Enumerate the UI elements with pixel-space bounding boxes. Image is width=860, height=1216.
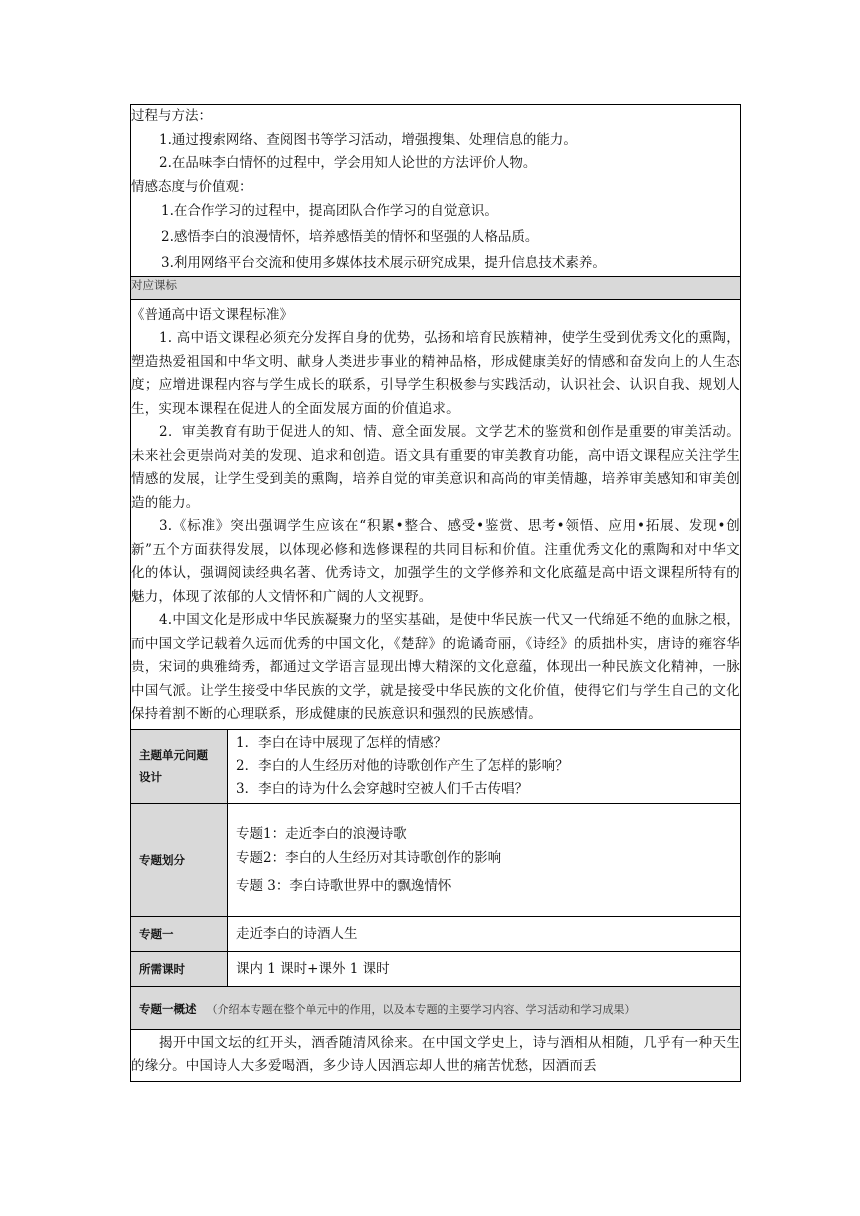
process-method-heading: 过程与方法： [131, 108, 212, 124]
unit-questions-label: 主题单元问题设计 [131, 729, 228, 803]
emotion-attitude-item: 1.在合作学习的过程中，提高团队合作学习的自觉意识。 [161, 203, 498, 219]
topics-label: 专题划分 [131, 803, 228, 916]
standards-paragraph: 2．审美教育有助于促进人的知、情、意全面发展。文学艺术的鉴赏和创作是重要的审美活动。未来社会更崇尚对美的发现、追求和创造。语文具有重要的审美教育功能，高中语文课程应关注学生情感的发展，让学生受到美的熏陶，培养自觉的审美意识和高尚的审美情趣，培养审美感知和审美创造的能力。 [131, 424, 740, 511]
topic-item: 专题1：走近李白的浪漫诗歌 [236, 825, 407, 842]
lesson-plan-table [130, 104, 741, 1082]
standards-paragraph: 1. 高中语文课程必须充分发挥自身的优势，弘扬和培育民族精神，使学生受到优秀文化的熏陶，塑造热爱祖国和中华文明、献身人类进步事业的精神品格，形成健康美好的情感和奋发向上的人生态度；应增进课程内容与学生成长的联系，引导学生积极参与实践活动，认识社会、认识自我、规划人生，实现本课程在促进人的全面发展方面的价值追求。 [131, 330, 740, 417]
unit-questions-row [131, 729, 741, 803]
hours-value: 课内 1 课时+课外 1 课时 [228, 951, 741, 986]
objectives-cell [131, 105, 741, 277]
hours-label: 所需课时 [131, 951, 228, 986]
emotion-attitude-item: 2.感悟李白的浪漫情怀，培养感悟美的情怀和坚强的人格品质。 [161, 228, 539, 245]
overview-label: 专题一概述 [139, 1002, 197, 1016]
unit-questions-content [228, 729, 741, 803]
objectives-row [131, 105, 741, 277]
topic-item: 专题 3：李白诗歌世界中的飘逸情怀 [236, 877, 452, 894]
topics-row [131, 803, 741, 916]
overview-text-row [131, 1029, 741, 1081]
topic-one-label: 专题一 [131, 916, 228, 951]
process-method-item: 1.通过搜索网络、查阅图书等学习活动，增强搜集、处理信息的能力。 [159, 131, 577, 148]
process-method-item: 2.在品味李白情怀的过程中，学会用知人论世的方法评价人物。 [159, 155, 537, 171]
overview-header-row [131, 986, 741, 1029]
unit-question: 1．李白在诗中展现了怎样的情感？ [236, 734, 448, 751]
overview-header [131, 986, 741, 1029]
standards-title: 《普通高中语文课程标准》 [131, 306, 293, 323]
topics-content [228, 803, 741, 916]
standards-header-row [131, 276, 741, 299]
overview-note: （介绍本专题在整个单元中的作用，以及本专题的主要学习内容、学习活动和学习成果） [206, 1003, 636, 1016]
topic-one-value: 走近李白的诗酒人生 [228, 916, 741, 951]
emotion-attitude-heading: 情感态度与价值观： [131, 178, 253, 195]
standards-content [131, 299, 741, 729]
topic-one-row [131, 916, 741, 951]
unit-question: 3．李白的诗为什么会穿越时空被人们千古传唱？ [236, 780, 529, 797]
emotion-attitude-item: 3.利用网络平台交流和使用多媒体技术展示研究成果，提升信息技术素养。 [161, 255, 606, 271]
standards-paragraph: 3.《标准》突出强调学生应该在“积累•整合、感受•鉴赏、思考•领悟、应用•拓展、发现•创新”五个方面获得发展，以体现必修和选修课程的共同目标和价值。注重优秀文化的熏陶和对中华文化的体认，强调阅读经典名著、优秀诗文，加强学生的文学修养和文化底蕴是高中语文课程所特有的魅力，体现了浓郁的人文情怀和广阔的人文视野。 [131, 518, 740, 605]
unit-question: 2．李白的人生经历对他的诗歌创作产生了怎样的影响？ [236, 757, 569, 774]
hours-row [131, 951, 741, 986]
standards-paragraph: 4.中国文化是形成中华民族凝聚力的坚实基础，是使中华民族一代又一代绵延不绝的血脉之根，而中国文学记载着久远而优秀的中国文化，《楚辞》的诡谲奇丽，《诗经》的质拙朴实，唐诗的雍容华贵，宋词的典雅绮秀，都通过文学语言显现出博大精深的文化意蕴，体现出一种民族文化精神，一脉中国气派。让学生接受中华民族的文学，就是接受中华民族的文化价值，使得它们与学生自己的文化保持着割不断的心理联系，形成健康的民族意识和强烈的民族感情。 [131, 612, 740, 722]
overview-text: 揭开中国文坛的红开头，酒香随清风徐来。在中国文学史上，诗与酒相从相随，几乎有一种天生的缘分。中国诗人大多爱喝酒，多少诗人因酒忘却人世的痛苦忧愁，因酒而丢 [131, 1034, 740, 1074]
standards-label: 对应课标 [131, 276, 741, 299]
overview-text-cell [131, 1029, 741, 1081]
standards-content-row [131, 299, 741, 729]
topic-item: 专题2：李白的人生经历对其诗歌创作的影响 [236, 849, 502, 866]
